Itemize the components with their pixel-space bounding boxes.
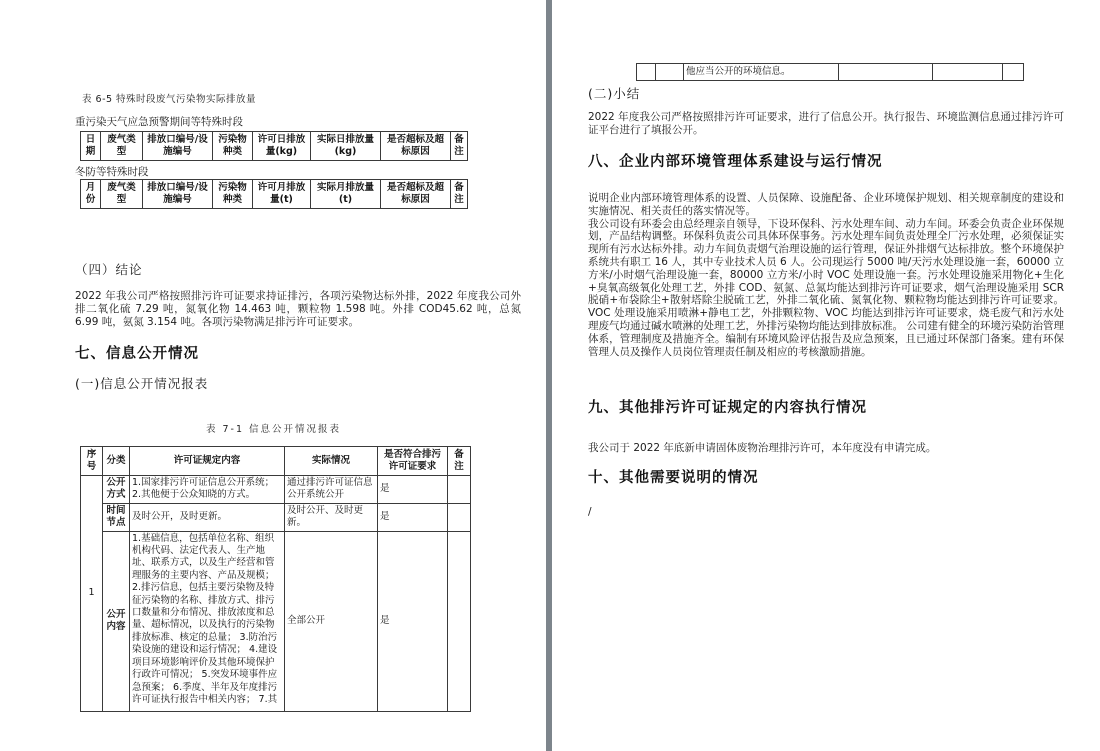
row-index-cell: 1 <box>81 476 103 712</box>
daily-emission-table <box>80 131 468 161</box>
info-disclosure-table <box>80 446 471 712</box>
required-content-cell: 1.基础信息，包括单位名称、组织机构代码、法定代表人、生产地址、联系方式，以及生产经营和管理服务的主要内容、产品及规模；2.排污信息，包括主要污染物及特征污染物的名称、排放方式、排污口数量和分布情况、排放浓度和总量、超标情况，以及执行的污染物排放标准、核定的总量； 3.防治污染设施的建设和运行情况； 4.建设项目环境影响评价及其他环境保护行政许可情况； 5.突发环境事件应急预案； 6.季度、半年及年度排污许可证执行报告中相关内容； 7.其 <box>130 531 285 711</box>
actual-cell: 及时公开、及时更新。 <box>285 503 378 531</box>
section-9-heading: 九、其他排污许可证规定的内容执行情况 <box>588 400 867 416</box>
table-6-5-caption: 表 6-5 特殊时段废气污染物实际排放量 <box>82 94 257 105</box>
section-10-heading: 十、其他需要说明的情况 <box>588 470 759 486</box>
category-cell: 公开方式 <box>103 476 130 504</box>
compliant-cell: 是 <box>378 476 448 504</box>
section-8-heading: 八、企业内部环境管理体系建设与运行情况 <box>588 154 883 170</box>
summary-paragraph: 2022 年度我公司严格按照排污许可证要求，进行了信息公开。执行报告、环境监测信息通过排污许可证平台进行了填报公开。 <box>588 111 1064 136</box>
col-header: 许可日排放量(kg) <box>253 132 311 161</box>
compliant-cell: 是 <box>378 531 448 711</box>
col-header: 日期 <box>81 132 101 161</box>
table-row <box>81 503 471 531</box>
col-header: 实际情况 <box>285 447 378 476</box>
table-row <box>81 531 471 711</box>
conclusion-heading: （四）结论 <box>75 262 143 277</box>
note-cell <box>1003 64 1024 81</box>
col-header: 许可月排放量(t) <box>253 180 311 209</box>
category-cell <box>656 64 684 81</box>
col-header: 备注 <box>451 132 468 161</box>
section-8-paragraph-1: 说明企业内部环境管理体系的设置、人员保障、设施配备、企业环境保护规划、相关规章制度的建设和实施情况、相关责任的落实情况等。 <box>588 192 1064 217</box>
table-header-row <box>81 180 468 209</box>
compliant-cell: 是 <box>378 503 448 531</box>
section-8-paragraph-2: 我公司设有环委会由总经理亲自领导，下设环保科、污水处理车间、动力车间。环委会负责企业环保规划，产品结构调整。环保科负责公司具体环保事务。污水处理车间负责处理全厂污水处理，必须保证实现所有污水达标外排。动力车间负责烟气治理设施的运行管理，保证外排烟气达标排放。整个环境保护系统共有职工 16 人，其中专业技术人员 6 人。公司现运行 5000 吨/天污水处理设施一套，60000 立方米/小时烟气治理设施一套，80000 立方米/小时 VOC 处理设施一套。污水处理设施采用物化+生化+臭氧高级氧化处理工艺，外排 COD、氨氮、总氮均能达到排污许可证要求，烟气治理设施采用 SCR 脱硝+布袋除尘+散射塔除尘脱硫工艺，外排二氧化硫、氮氧化物、颗粒物均能达到排污许可证要求。VOC 处理设施采用喷淋+静电工艺，外排颗粒物、VOC 均能达到排污许可证要求，烧毛废气和污水处理废气均通过碱水喷淋的处理工艺，外排污染物均能达到排放标准。 公司建有健全的环境污染防治管理体系，管理制度及措施齐全。编制有环境风险评估报告及应急预案，且已通过环保部门备案。建有环保管理人员及操作人员岗位管理责任制及相应的考核激励措施。 <box>588 217 1064 358</box>
col-header: 备注 <box>451 180 468 209</box>
col-header: 序号 <box>81 447 103 476</box>
monthly-emission-table <box>80 179 468 209</box>
section-10-placeholder: / <box>588 506 592 518</box>
note-cell <box>448 476 471 504</box>
required-content-cell: 他应当公开的环境信息。 <box>684 64 839 81</box>
row-index-cell <box>637 64 656 81</box>
col-header: 污染物种类 <box>213 132 253 161</box>
col-header: 分类 <box>103 447 130 476</box>
section-9-paragraph: 我公司于 2022 年底新申请固体废物治理排污许可，本年度没有申请完成。 <box>588 442 937 454</box>
actual-cell <box>839 64 933 81</box>
category-cell: 时间节点 <box>103 503 130 531</box>
required-content-cell: 1.国家排污许可证信息公开系统；2.其他便于公众知晓的方式。 <box>130 476 285 504</box>
heavy-pollution-period-label: 重污染天气应急预警期间等特殊时段 <box>75 116 243 128</box>
col-header: 排放口编号/设施编号 <box>143 180 213 209</box>
col-header: 排放口编号/设施编号 <box>143 132 213 161</box>
col-header: 是否超标及超标原因 <box>381 180 451 209</box>
summary-heading: (二)小结 <box>588 86 641 101</box>
document-page-left <box>0 0 546 751</box>
section-7-heading: 七、信息公开情况 <box>75 346 199 362</box>
table-header-row <box>81 447 471 476</box>
col-header: 月份 <box>81 180 101 209</box>
note-cell <box>448 503 471 531</box>
winter-period-label: 冬防等特殊时段 <box>75 166 149 178</box>
section-7-sub1-heading: (一)信息公开情况报表 <box>75 376 209 391</box>
table-7-1-caption: 表 7-1 信息公开情况报表 <box>205 424 342 435</box>
info-disclosure-table-continuation <box>636 63 1024 81</box>
table-header-row <box>81 132 468 161</box>
actual-cell: 全部公开 <box>285 531 378 711</box>
col-header: 备注 <box>448 447 471 476</box>
compliant-cell <box>933 64 1003 81</box>
col-header: 污染物种类 <box>213 180 253 209</box>
col-header: 实际月排放量(t) <box>311 180 381 209</box>
conclusion-paragraph: 2022 年我公司严格按照排污许可证要求持证排污，各项污染物达标外排，2022 年度我公司外排二氧化硫 7.29 吨，氮氧化物 14.463 吨，颗粒物 1.598 吨。外排 COD45.62 吨，总氮 6.99 吨，氨氮 3.154 吨。各项污染物满足排污许可证要求。 <box>75 290 521 328</box>
col-header: 实际日排放量(kg) <box>311 132 381 161</box>
col-header: 许可证规定内容 <box>130 447 285 476</box>
table-row <box>637 64 1024 81</box>
required-content-cell: 及时公开，及时更新。 <box>130 503 285 531</box>
col-header: 是否超标及超标原因 <box>381 132 451 161</box>
table-row <box>81 476 471 504</box>
col-header: 废气类型 <box>101 180 143 209</box>
document-page-right <box>552 0 1100 751</box>
col-header: 废气类型 <box>101 132 143 161</box>
category-cell: 公开内容 <box>103 531 130 711</box>
actual-cell: 通过排污许可证信息公开系统公开 <box>285 476 378 504</box>
col-header: 是否符合排污许可证要求 <box>378 447 448 476</box>
note-cell <box>448 531 471 711</box>
section-8-paragraphs <box>588 192 1064 358</box>
